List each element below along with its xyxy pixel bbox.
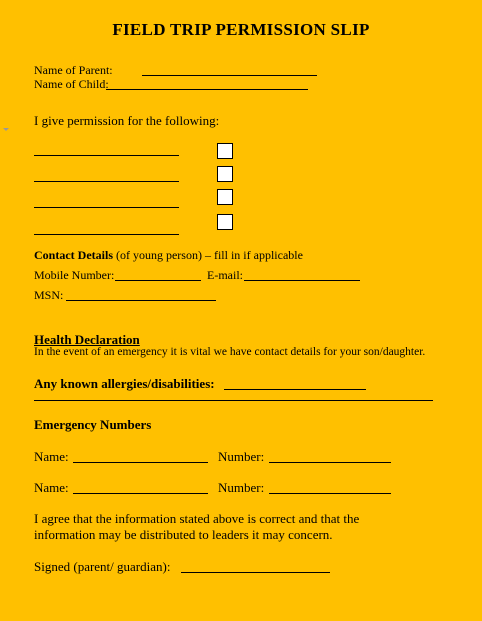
- mobile-number-label: Mobile Number:: [34, 268, 115, 282]
- emergency-name-label-2: Name:: [34, 480, 69, 495]
- allergies-field-line-1[interactable]: [224, 389, 366, 390]
- child-name-label: Name of Child:: [34, 77, 109, 91]
- permission-item-line-1[interactable]: [34, 155, 179, 156]
- emergency-name-label-1: Name:: [34, 449, 69, 464]
- signature-field[interactable]: [181, 572, 330, 573]
- emergency-number-field-1[interactable]: [269, 462, 391, 463]
- contact-details-line: [34, 248, 303, 263]
- emergency-name-field-1[interactable]: [73, 462, 208, 463]
- msn-label: MSN:: [34, 288, 64, 302]
- health-declaration-text: In the event of an emergency it is vital we have contact details for your son/daughter.: [34, 346, 426, 358]
- permission-item-line-3[interactable]: [34, 207, 179, 208]
- permission-checkbox-2[interactable]: [217, 166, 233, 182]
- contact-details-heading: Contact Details: [34, 248, 113, 262]
- permission-checkbox-4[interactable]: [217, 214, 233, 230]
- contact-details-note: (of young person) – fill in if applicable: [112, 248, 303, 262]
- email-label: E-mail:: [207, 268, 243, 282]
- emergency-numbers-heading: Emergency Numbers: [34, 417, 152, 432]
- permission-item-line-4[interactable]: [34, 234, 179, 235]
- email-field[interactable]: [244, 280, 360, 281]
- signed-label: Signed (parent/ guardian):: [34, 559, 171, 574]
- agreement-line-2: information may be distributed to leaders it may concern.: [34, 527, 333, 542]
- agreement-line-1: I agree that the information stated above is correct and that the: [34, 511, 360, 526]
- parent-name-field[interactable]: [142, 75, 317, 76]
- permission-text: I give permission for the following:: [34, 113, 220, 128]
- allergies-label: Any known allergies/disabilities:: [34, 376, 215, 391]
- emergency-number-label-1: Number:: [218, 449, 265, 464]
- health-declaration-heading: Health Declaration: [34, 332, 140, 347]
- mobile-number-field[interactable]: [115, 280, 201, 281]
- allergies-field-line-2[interactable]: [34, 400, 433, 401]
- emergency-number-field-2[interactable]: [269, 493, 391, 494]
- msn-field[interactable]: [66, 300, 216, 301]
- emergency-number-label-2: Number:: [218, 480, 265, 495]
- permission-item-line-2[interactable]: [34, 181, 179, 182]
- permission-checkbox-3[interactable]: [217, 189, 233, 205]
- child-name-field[interactable]: [106, 89, 308, 90]
- permission-checkbox-1[interactable]: [217, 143, 233, 159]
- parent-name-label: Name of Parent:: [34, 63, 113, 77]
- page-title: FIELD TRIP PERMISSION SLIP: [112, 20, 370, 39]
- emergency-name-field-2[interactable]: [73, 493, 208, 494]
- dropdown-marker-icon: [3, 128, 9, 131]
